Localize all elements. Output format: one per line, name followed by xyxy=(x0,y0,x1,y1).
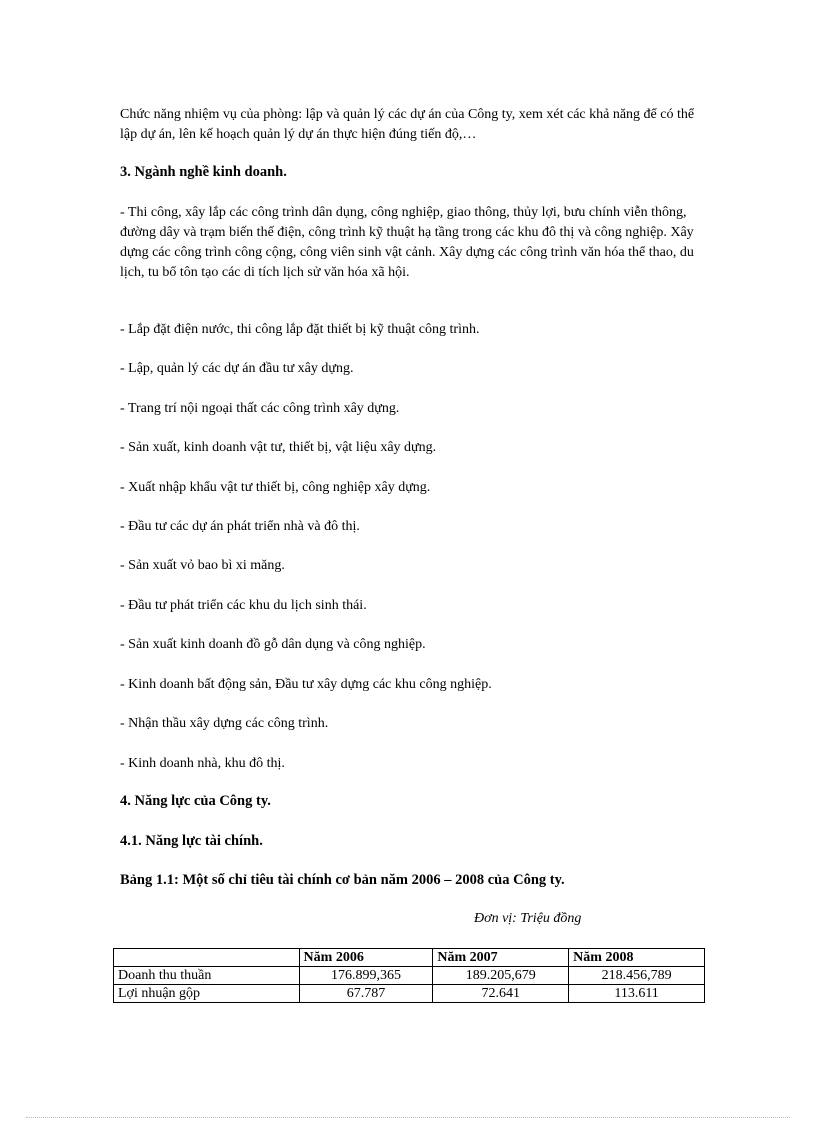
unit-label: Đơn vị: Triệu đồng xyxy=(474,911,582,926)
business-item-9: - Đầu tư phát triển các khu du lịch sinh thái. xyxy=(120,598,367,613)
value-2007: 72.641 xyxy=(433,985,569,1003)
business-item-12: - Nhận thầu xây dựng các công trình. xyxy=(120,716,329,731)
row-label: Doanh thu thuần xyxy=(114,967,300,985)
header-year-2007: Năm 2007 xyxy=(433,949,569,967)
business-item-1: - Thi công, xây lắp các công trình dân dụng, công nghiệp, giao thông, thủy lợi, bưu chính viễn thông, đường dây và trạm biến thế điện, công trình kỹ thuật hạ tầng trong các khu đô thị và công nghiệp. Xây dựng các công trình công cộng, công viên sinh vật cảnh. Xây dựng các công trình văn hóa thể thao, du lịch, tu bổ tôn tạo các di tích lịch sử văn hóa xã hội. xyxy=(120,205,694,280)
business-item-11: - Kinh doanh bất động sản, Đầu tư xây dựng các khu công nghiệp. xyxy=(120,677,492,692)
header-year-2006: Năm 2006 xyxy=(299,949,433,967)
business-item-7: - Đầu tư các dự án phát triển nhà và đô thị. xyxy=(120,519,360,534)
business-item-8: - Sản xuất vỏ bao bì xi măng. xyxy=(120,558,285,573)
value-2008: 218.456,789 xyxy=(569,967,705,985)
header-empty-cell xyxy=(114,949,300,967)
financial-table xyxy=(113,948,705,1003)
value-2006: 176.899,365 xyxy=(299,967,433,985)
business-item-13: - Kinh doanh nhà, khu đô thị. xyxy=(120,756,285,771)
table-row-net-revenue xyxy=(114,967,705,985)
section-4-heading: 4. Năng lực của Công ty. xyxy=(120,793,271,809)
business-item-2: - Lắp đặt điện nước, thi công lắp đặt thiết bị kỹ thuật công trình. xyxy=(120,322,480,337)
value-2008: 113.611 xyxy=(569,985,705,1003)
page-bottom-border xyxy=(26,1117,790,1118)
business-item-5: - Sản xuất, kinh doanh vật tư, thiết bị, vật liệu xây dựng. xyxy=(120,440,437,455)
intro-paragraph: Chức năng nhiệm vụ của phòng: lập và quản lý các dự án của Công ty, xem xét các khả năng để có thể lập dự án, lên kế hoạch quản lý dự án thực hiện đúng tiến độ,… xyxy=(120,107,695,142)
section-4-1-heading: 4.1. Năng lực tài chính. xyxy=(120,833,263,849)
business-item-3: - Lập, quản lý các dự án đầu tư xây dựng. xyxy=(120,361,354,376)
business-item-10: - Sản xuất kinh doanh đồ gỗ dân dụng và công nghiệp. xyxy=(120,637,426,652)
business-item-6: - Xuất nhập khẩu vật tư thiết bị, công nghiệp xây dựng. xyxy=(120,480,431,495)
table-row-gross-profit xyxy=(114,985,705,1003)
header-year-2008: Năm 2008 xyxy=(569,949,705,967)
value-2007: 189.205,679 xyxy=(433,967,569,985)
section-3-heading: 3. Ngành nghề kinh doanh. xyxy=(120,164,287,180)
table-header-row xyxy=(114,949,705,967)
row-label: Lợi nhuận gộp xyxy=(114,985,300,1003)
table-caption: Bảng 1.1: Một số chỉ tiêu tài chính cơ bản năm 2006 – 2008 của Công ty. xyxy=(120,872,565,888)
business-item-4: - Trang trí nội ngoại thất các công trình xây dựng. xyxy=(120,401,400,416)
value-2006: 67.787 xyxy=(299,985,433,1003)
